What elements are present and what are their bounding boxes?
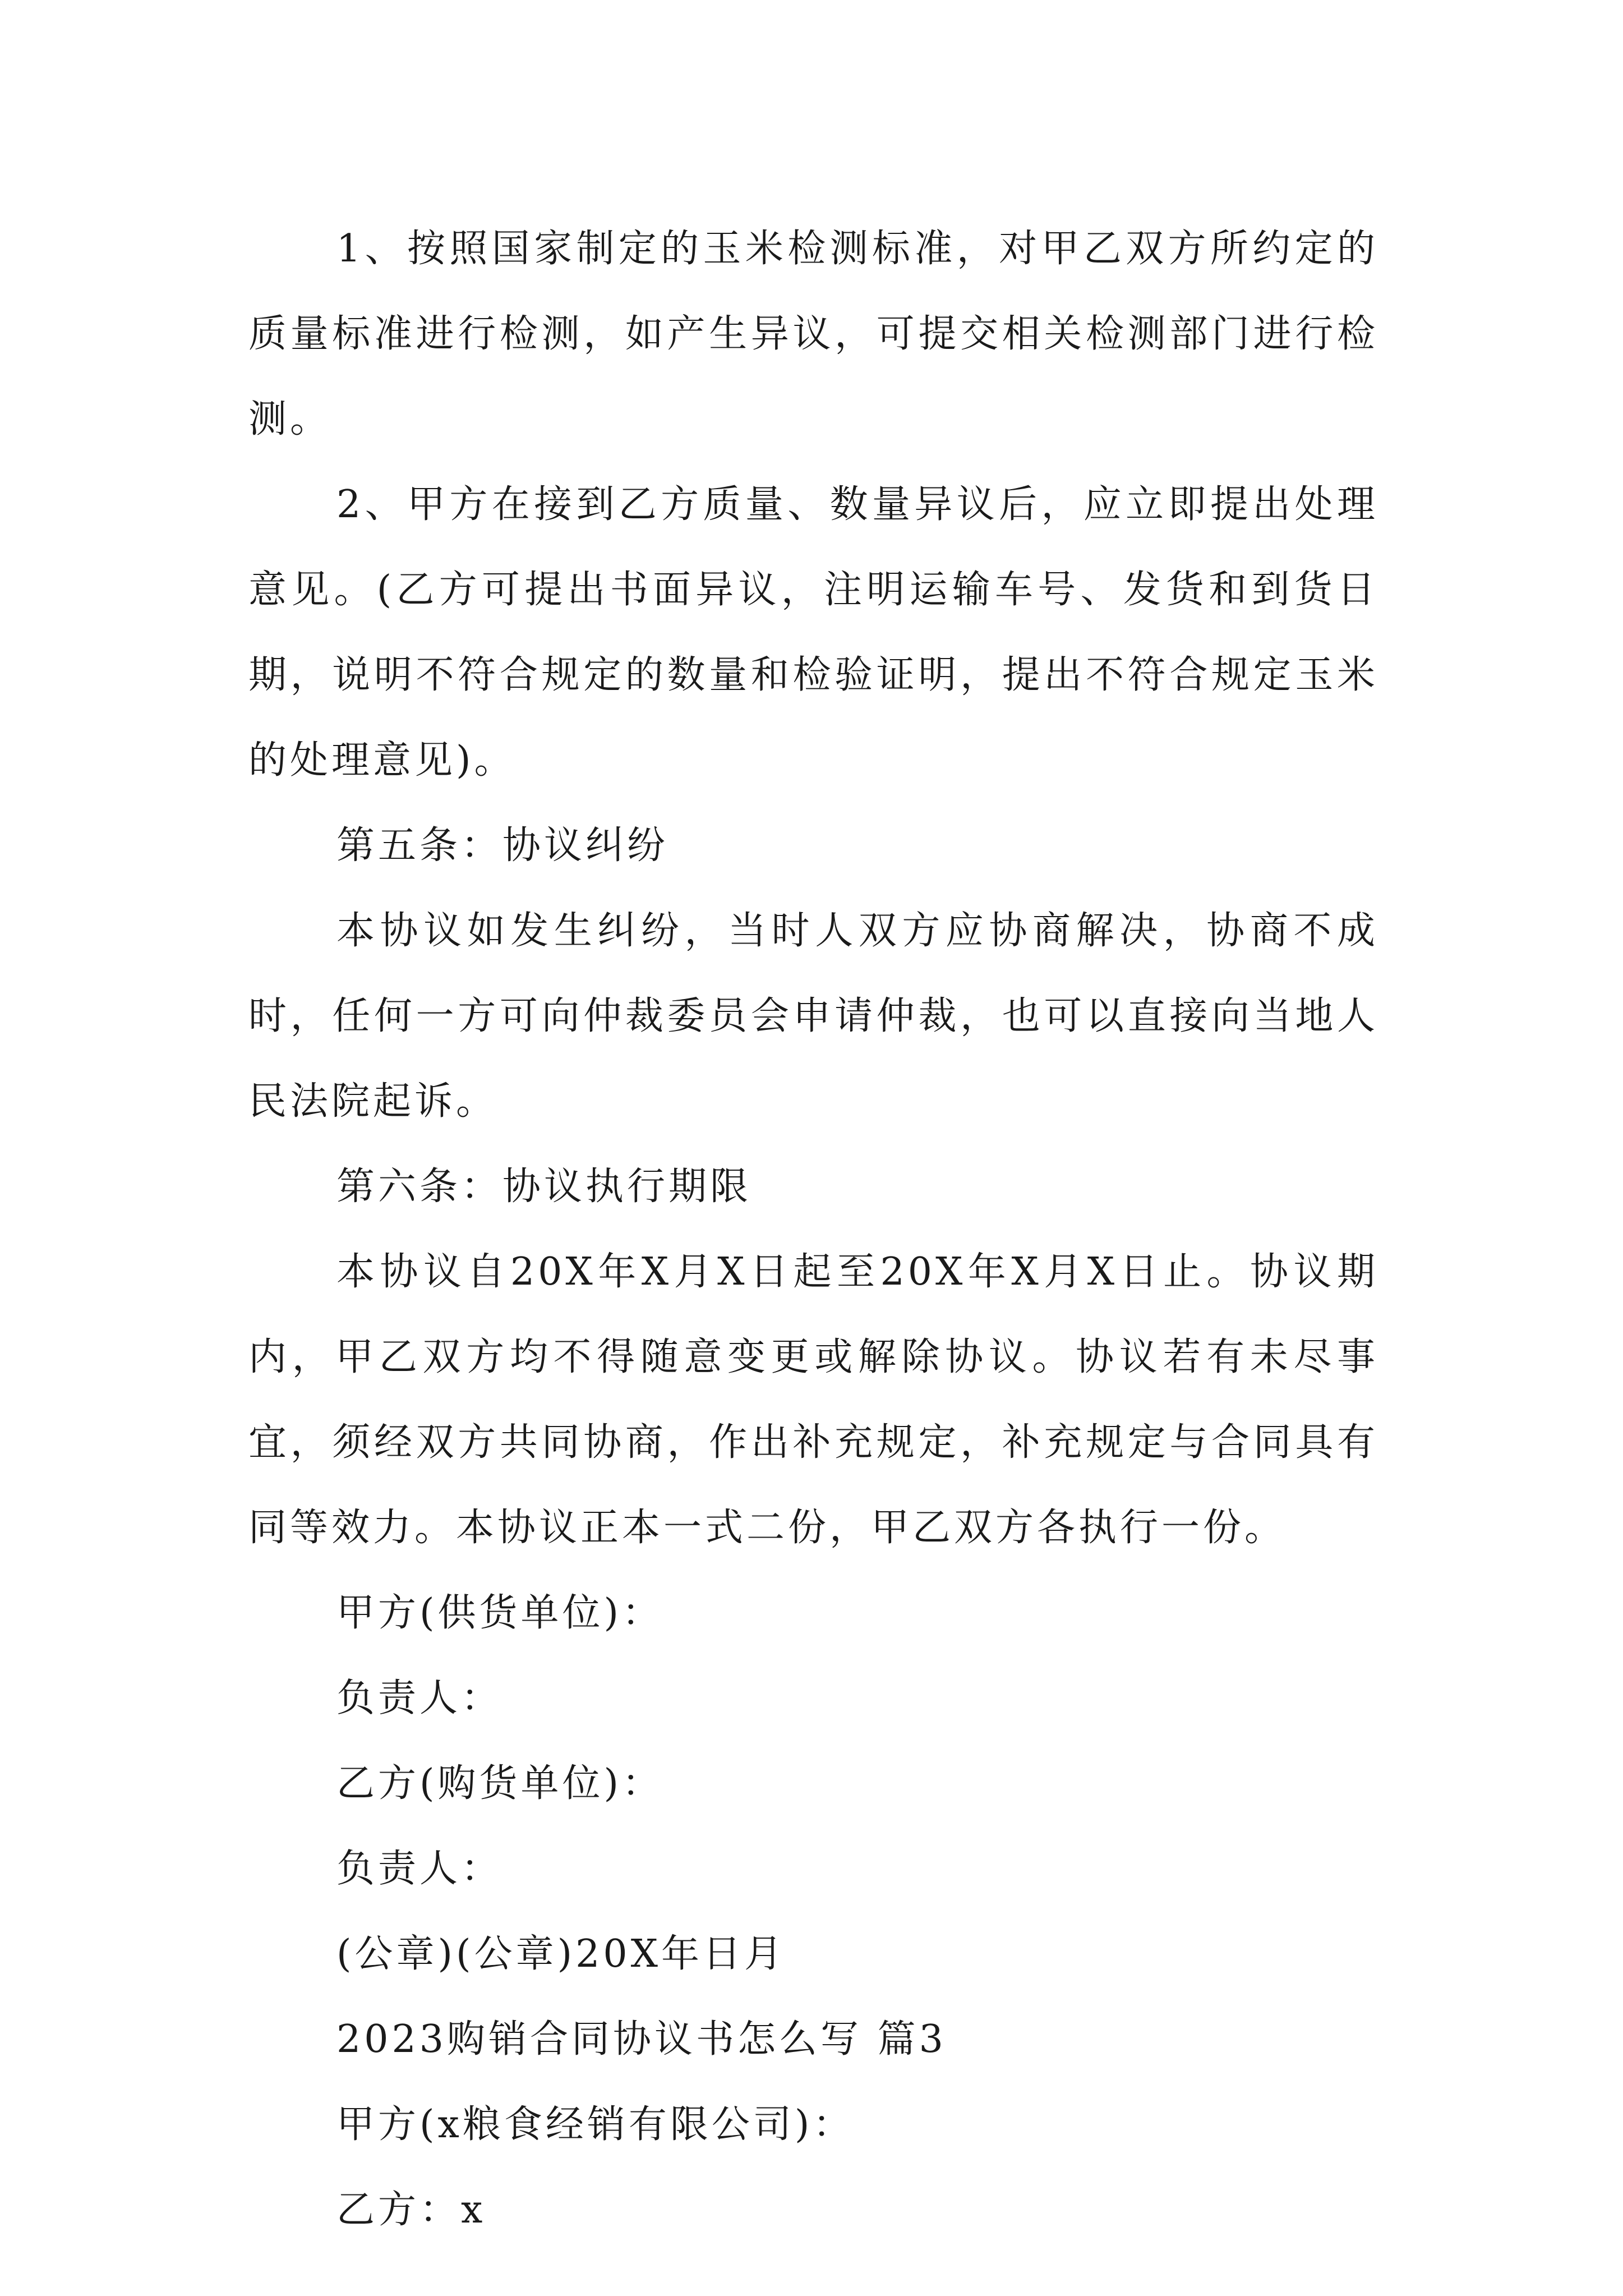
- paragraph-quality-objection: 2、甲方在接到乙方质量、数量异议后，应立即提出处理意见。(乙方可提出书面异议，注明运输车号、发货和到货日期，说明不符合规定的数量和检验证明，提出不符合规定玉米的处理意见)。: [248, 482, 1378, 783]
- heading-article-6: 第六条：协议执行期限: [336, 1165, 752, 1209]
- party-a-company: 甲方(x粮食经销有限公司)：: [336, 2102, 855, 2147]
- seal-and-date: (公章)(公章)20X年日月: [336, 1932, 786, 1976]
- party-a-representative: 负责人：: [336, 1676, 503, 1720]
- heading-article-5: 第五条：协议纠纷: [336, 823, 669, 868]
- party-b-name: 乙方：x: [336, 2188, 486, 2232]
- party-b-buyer: 乙方(购货单位)：: [336, 1761, 664, 1806]
- section-title-part-3: 2023购销合同协议书怎么写 篇3: [336, 2017, 947, 2062]
- document-body: [248, 206, 1378, 2253]
- paragraph-inspection-standard: 1、按照国家制定的玉米检测标准，对甲乙双方所约定的质量标准进行检测，如产生异议，可提交相关检测部门进行检测。: [248, 227, 1378, 441]
- party-b-representative: 负责人：: [336, 1847, 503, 1891]
- party-a-supplier: 甲方(供货单位)：: [336, 1591, 664, 1635]
- paragraph-dispute-resolution: 本协议如发生纠纷，当时人双方应协商解决，协商不成时，任何一方可向仲裁委员会申请仲裁，也可以直接向当地人民法院起诉。: [248, 909, 1378, 1124]
- paragraph-agreement-term: 本协议自20X年X月X日起至20X年X月X日止。协议期内，甲乙双方均不得随意变更或解除协议。协议若有未尽事宜，须经双方共同协商，作出补充规定，补充规定与合同具有同等效力。本协议正本一式二份，甲乙双方各执行一份。: [248, 1250, 1378, 1550]
